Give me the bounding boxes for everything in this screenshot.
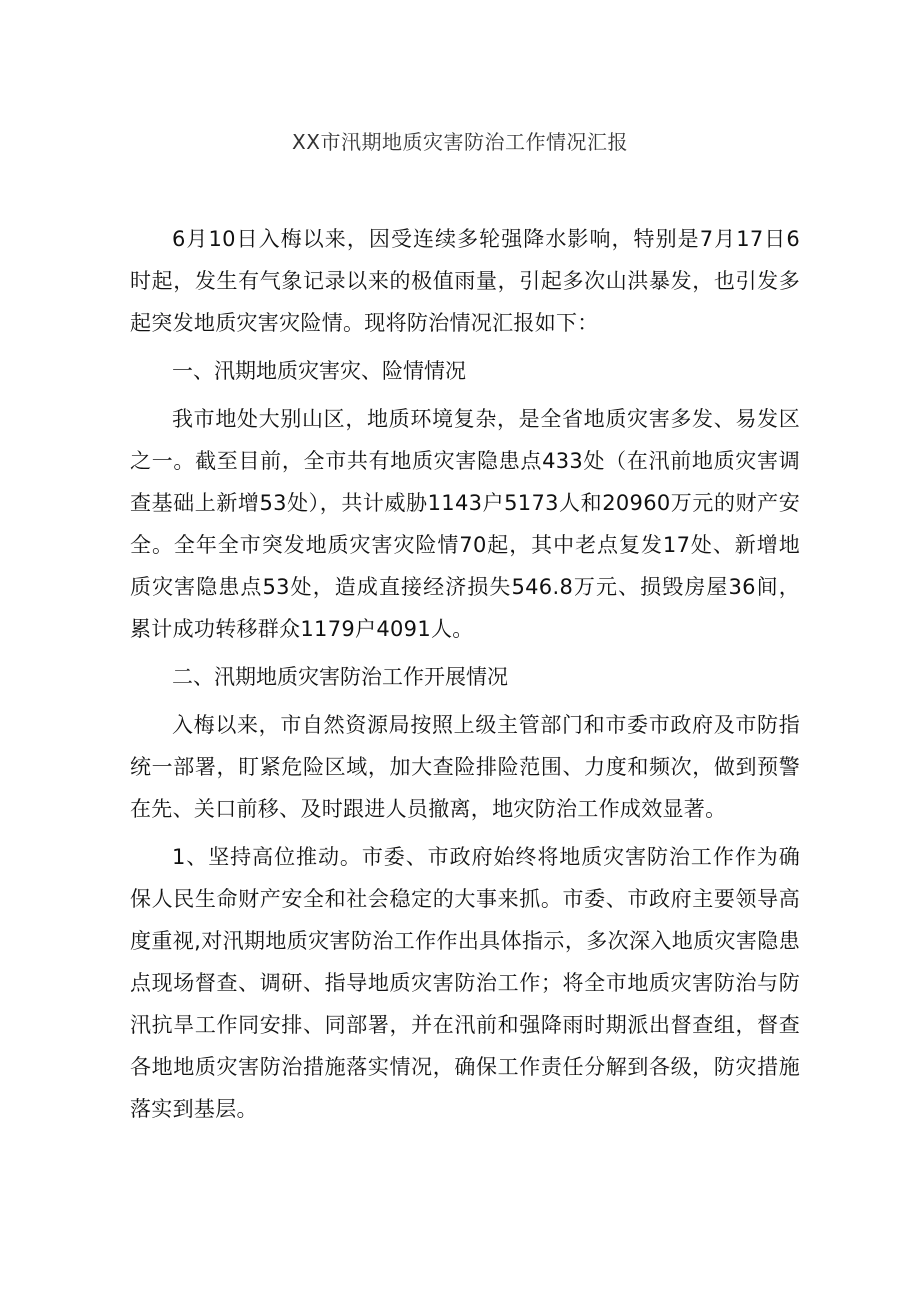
document-title: XX市汛期地质灾害防治工作情况汇报: [292, 130, 628, 154]
section-heading-2: 二、汛期地质灾害防治工作开展情况: [172, 665, 508, 689]
paragraph-section-2: 入梅以来，市自然资源局按照上级主管部门和市委市政府及市防指统一部署，盯紧危险区域，加大查险排险范围、力度和频次，做到预警在先、关口前移、及时跟进人员撤离，地灾防治工作成效显著。: [130, 713, 800, 821]
paragraph-section-1: 我市地处大别山区，地质环境复杂，是全省地质灾害多发、易发区之一。截至目前，全市共有地质灾害隐患点433处（在汛前地质灾害调查基础上新增53处），共计威胁1143户5173人和20960万元的财产安全。全年全市突发地质灾害灾险情70起，其中老点复发17处、新增地质灾害隐患点53处，造成直接经济损失546.8万元、损毁房屋36间，累计成功转移群众1179户4091人。: [130, 407, 800, 641]
section-heading-1: 一、汛期地质灾害灾、险情情况: [172, 359, 466, 383]
paragraph-intro: 6月10日入梅以来，因受连续多轮强降水影响，特别是7月17日6时起，发生有气象记录以来的极值雨量，引起多次山洪暴发，也引发多起突发地质灾害灾险情。现将防治情况汇报如下：: [130, 227, 800, 335]
paragraph-item-1: 1、坚持高位推动。市委、市政府始终将地质灾害防治工作作为确保人民生命财产安全和社会稳定的大事来抓。市委、市政府主要领导高度重视,对汛期地质灾害防治工作作出具体指示，多次深入地质灾害隐患点现场督查、调研、指导地质灾害防治工作；将全市地质灾害防治与防汛抗旱工作同安排、同部署，并在汛前和强降雨时期派出督查组，督查各地地质灾害防治措施落实情况，确保工作责任分解到各级，防灾措施落实到基层。: [130, 845, 800, 1121]
document-body: [130, 218, 800, 1130]
